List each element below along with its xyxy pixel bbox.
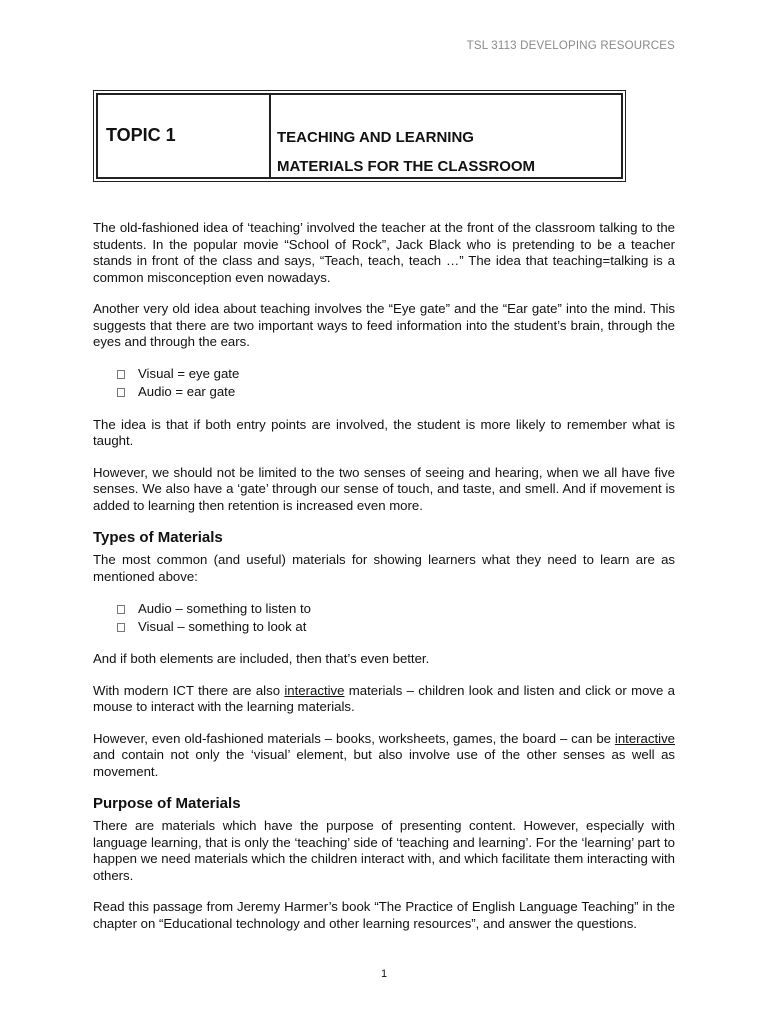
topic-table [96,93,623,179]
paragraph-modern-ict [93,683,675,716]
running-header: TSL 3113 DEVELOPING RESOURCES [466,40,675,52]
topic-box [93,90,626,182]
topic-title-line-1: TEACHING AND LEARNING [277,129,474,146]
underlined-term: interactive [614,730,675,746]
paragraph-gates: Another very old idea about teaching involves the “Eye gate” and the “Ear gate” into the mind. This suggests that there are two important ways to feed information into the student’s brain, through the eyes and through the ears. [93,301,675,349]
gates-list [93,366,675,402]
text-run: However, even old-fashioned materials – books, worksheets, games, the board – can be [93,730,615,746]
paragraph-common-materials: The most common (and useful) materials for showing learners what they need to learn are as mentioned above: [93,552,675,584]
list-item [117,384,675,402]
topic-number: TOPIC 1 [98,95,271,177]
bullet-box-icon [117,623,125,632]
list-item-text: Audio – something to listen to [138,600,312,616]
list-item [117,600,675,618]
paragraph-five-senses: However, we should not be limited to the two senses of seeing and hearing, when we all have five senses. We also have a ‘gate’ through our sense of touch, and taste, and smell. And if movement is added to learning then retention is increased even more. [93,464,675,513]
paragraph-read-passage: Read this passage from Jeremy Harmer’s book “The Practice of English Language Teaching” in the chapter on “Educational technology and other learning resources”, and answer the questions. [93,899,675,931]
text-run: and contain not only the ‘visual’ element, but also involve use of the other senses as well as movement. [93,747,675,779]
page-number: 1 [380,968,388,980]
list-item [117,366,675,384]
list-item-text: Visual – something to look at [138,618,307,634]
heading-purpose-of-materials: Purpose of Materials [93,795,241,812]
topic-title-line-2: MATERIALS FOR THE CLASSROOM [277,158,536,175]
list-item [117,618,675,636]
paragraph-old-fashioned-materials [93,731,675,781]
bullet-box-icon [117,605,125,614]
text-run: materials – children look and listen and click or move a mouse to interact with the learning materials. [93,682,675,714]
list-item-text: Visual = eye gate [138,366,240,382]
materials-list [93,600,675,636]
text-run: With modern ICT there are also [93,682,285,698]
underlined-term: interactive [284,682,345,698]
list-item-text: Audio = ear gate [138,384,236,400]
paragraph-both-elements: And if both elements are included, then that’s even better. [93,651,430,666]
heading-types-of-materials: Types of Materials [93,529,223,546]
topic-title [271,95,621,177]
bullet-box-icon [117,388,125,397]
paragraph-purpose: There are materials which have the purpose of presenting content. However, especially with language learning, that is only the ‘teaching’ side of ‘teaching and learning’. For the ‘learning’ part to happen we need materials which the children interact with, and which facilitate them interacting with others. [93,818,675,883]
document-body [93,220,675,947]
bullet-box-icon [117,370,125,379]
paragraph-entry-points: The idea is that if both entry points are involved, the student is more likely to remember what is taught. [93,416,675,448]
paragraph-intro: The old-fashioned idea of ‘teaching’ involved the teacher at the front of the classroom talking to the students. In the popular movie “School of Rock”, Jack Black who is pretending to be a teacher stands in front of the class and says, “Teach, teach, teach …” The idea that teaching=talking is a common misconception even nowadays. [93,220,675,285]
